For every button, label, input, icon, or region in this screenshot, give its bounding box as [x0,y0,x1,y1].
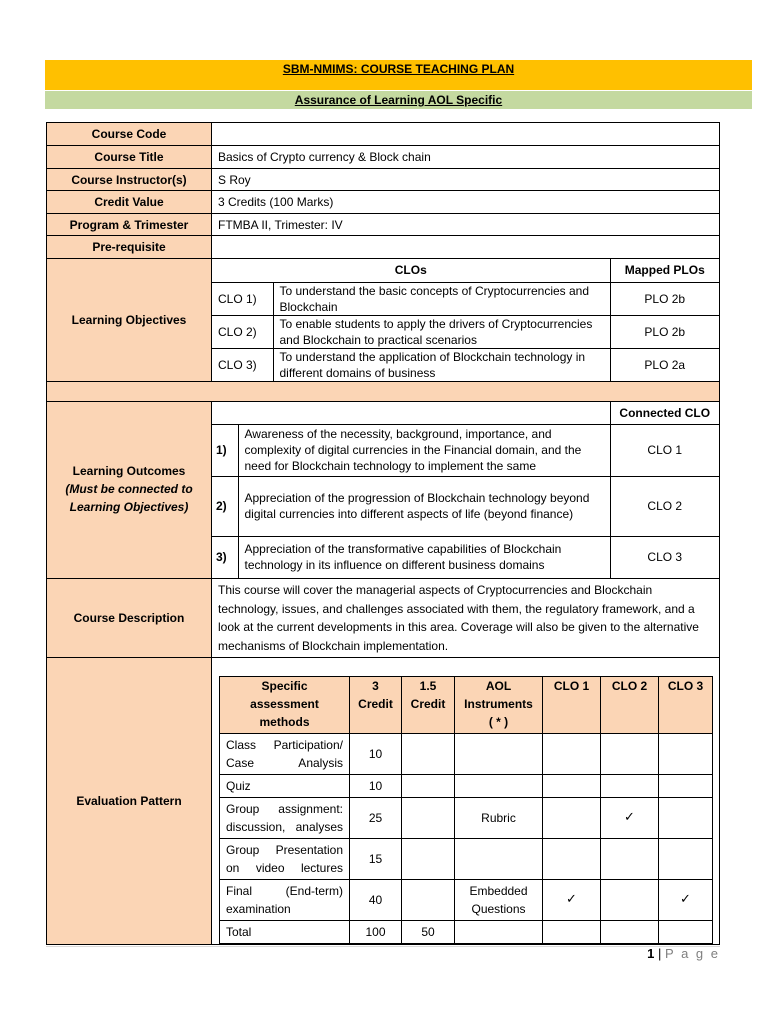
eval-clo-3 [659,798,713,839]
outcome-row [212,476,719,536]
outcome-id: 3) [212,536,238,578]
learning-outcomes-cell [47,402,212,579]
objectives-cell [212,259,720,382]
objective-row [212,282,719,315]
learning-objectives-label: Learning Objectives [47,259,212,382]
learning-outcomes-note: (Must be connected to Learning Objectives) [65,482,193,514]
eval-row [220,880,713,921]
prerequisite-label: Pre-requisite [47,236,212,259]
plan-title: SBM-NMIMS: COURSE TEACHING PLAN [282,62,515,76]
connected-clo: CLO 2 [610,476,719,536]
evaluation-cell [212,658,720,945]
clo-text: To understand the basic concepts of Cryptocurrencies and Blockchain [273,282,610,315]
mapped-plos-header: Mapped PLOs [610,259,719,282]
evaluation-pattern-label: Evaluation Pattern [47,658,212,945]
eval-aol: Rubric [455,798,543,839]
eval-row [220,775,713,798]
clo-text: To understand the application of Blockchain technology in different domains of business [273,348,610,381]
eval-method: Group assignment: discussion, analyses [220,798,350,839]
plan-title-band [45,60,752,90]
outcomes-table [212,402,719,578]
eval-method: Class Participation/ Case Analysis [220,734,350,775]
prerequisite-value [212,236,720,259]
eval-total-1-5-credit: 50 [402,921,455,944]
outcomes-cell [212,402,720,579]
eval-row [220,798,713,839]
program-label: Program & Trimester [47,214,212,236]
aol-subtitle: Assurance of Learning AOL Specific [294,93,503,107]
eval-method: Final (End-term) examination [220,880,350,921]
objective-row [212,348,719,381]
eval-total-blank [455,921,543,944]
eval-clo-1: ✓ [543,880,601,921]
clo-text: To enable students to apply the drivers of Cryptocurrencies and Blockchain to practical scenarios [273,315,610,348]
eval-3-credit: 10 [350,734,402,775]
footer-divider [46,946,720,947]
eval-aol [455,775,543,798]
eval-clo-1 [543,775,601,798]
section-divider-row [47,382,720,402]
mapped-plo: PLO 2a [610,348,719,381]
outcome-row [212,536,719,578]
eval-total-blank [543,921,601,944]
eval-3-credit: 25 [350,798,402,839]
eval-clo-1 [543,839,601,880]
page-footer [647,946,720,961]
outcome-text: Appreciation of the transformative capabilities of Blockchain technology in its influence on different business domains [238,536,610,578]
clo-id: CLO 3) [212,348,273,381]
eval-clo-1 [543,734,601,775]
credit-label: Credit Value [47,191,212,214]
eval-total-blank [601,921,659,944]
eval-3-credit: 10 [350,775,402,798]
page-separator: | [658,946,662,961]
eval-3-credit: 15 [350,839,402,880]
eval-method: Group Presentation on video lectures [220,839,350,880]
eval-clo-2 [601,734,659,775]
eval-clo-2: ✓ [601,798,659,839]
eval-method: Quiz [220,775,350,798]
clos-header: CLOs [212,259,610,282]
evaluation-table [219,676,713,944]
section-divider [47,382,720,402]
outcome-row [212,424,719,476]
eval-1-5-credit [402,880,455,921]
objectives-table [212,259,719,381]
eval-row [220,734,713,775]
eval-aol: Embedded Questions [455,880,543,921]
course-code-value [212,123,720,146]
eval-total-label: Total [220,921,350,944]
connected-clo: CLO 1 [610,424,719,476]
clo-id: CLO 1) [212,282,273,315]
connected-clo: CLO 3 [610,536,719,578]
course-plan-table [46,122,720,945]
eval-clo-2 [601,775,659,798]
eval-clo-1 [543,798,601,839]
page-label: P a g e [665,946,720,961]
page-number: 1 [647,946,655,961]
course-title-label: Course Title [47,146,212,169]
outcome-id: 2) [212,476,238,536]
eval-aol [455,734,543,775]
eval-1-5-credit [402,775,455,798]
eval-clo-2 [601,880,659,921]
eval-header-3-credit: 3 Credit [350,677,402,734]
eval-aol [455,839,543,880]
eval-clo-3 [659,839,713,880]
objective-row [212,315,719,348]
outcome-text: Appreciation of the progression of Blockchain technology beyond digital currencies into different aspects of life (beyond finance) [238,476,610,536]
eval-total-blank [659,921,713,944]
eval-1-5-credit [402,798,455,839]
eval-3-credit: 40 [350,880,402,921]
mapped-plo: PLO 2b [610,315,719,348]
eval-1-5-credit [402,839,455,880]
program-value: FTMBA II, Trimester: IV [212,214,720,236]
instructor-value: S Roy [212,169,720,191]
course-description-text: This course will cover the managerial aspects of Cryptocurrencies and Blockchain technology, issues, and challenges associated with them, the regulatory framework, and a look at the current developments in this area. Coverage will also be given to the alternative mechanisms of Blockchain implementation. [212,579,720,658]
eval-1-5-credit [402,734,455,775]
outcome-id: 1) [212,424,238,476]
course-code-label: Course Code [47,123,212,146]
eval-header-aol: AOL Instruments ( * ) [455,677,543,734]
connected-clo-header: Connected CLO [610,402,719,424]
outcome-text: Awareness of the necessity, background, importance, and complexity of digital currencies in the Financial domain, and the need for Blockchain technology to implement the same [238,424,610,476]
clo-id: CLO 2) [212,315,273,348]
eval-clo-3: ✓ [659,880,713,921]
eval-row [220,839,713,880]
aol-subtitle-band [45,91,752,109]
eval-header-clo-3: CLO 3 [659,677,713,734]
mapped-plo: PLO 2b [610,282,719,315]
learning-outcomes-label: Learning Outcomes [72,464,186,478]
course-description-label: Course Description [47,579,212,658]
eval-clo-3 [659,775,713,798]
eval-clo-2 [601,839,659,880]
eval-total-row [220,921,713,944]
credit-value: 3 Credits (100 Marks) [212,191,720,214]
eval-header-1-5-credit: 1.5 Credit [402,677,455,734]
course-title-value: Basics of Crypto currency & Block chain [212,146,720,169]
eval-total-3-credit: 100 [350,921,402,944]
eval-header-method: Specific assessment methods [220,677,350,734]
instructor-label: Course Instructor(s) [47,169,212,191]
eval-clo-3 [659,734,713,775]
eval-header-clo-1: CLO 1 [543,677,601,734]
eval-header-clo-2: CLO 2 [601,677,659,734]
outcomes-header-blank [212,402,610,424]
